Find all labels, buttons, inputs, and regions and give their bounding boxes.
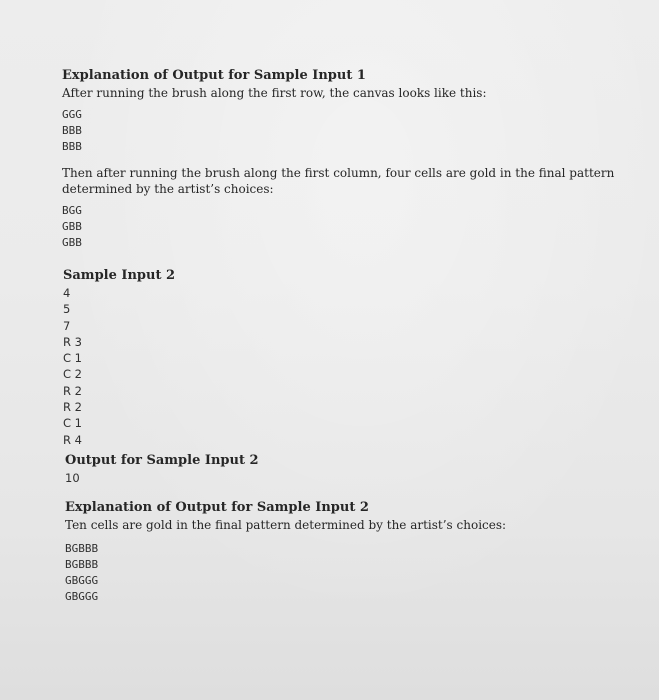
grid-row: BGBBB — [65, 542, 99, 555]
sample-input-2-section — [63, 268, 363, 448]
output-2-value: 10 — [65, 471, 80, 485]
input-line: C 1 — [63, 416, 83, 431]
input-line: 4 — [63, 286, 71, 300]
input-line: R 2 — [63, 383, 82, 398]
grid-row: GGG — [62, 108, 82, 121]
sample-input-2-lines — [63, 285, 363, 448]
explanation-1-para2-line2: determined by the artist’s choices: — [62, 182, 274, 196]
grid-row: GBGGG — [65, 590, 99, 603]
sample-input-2-title: Sample Input 2 — [63, 268, 176, 283]
input-line: R 4 — [63, 432, 82, 447]
grid-row: GBGGG — [65, 574, 99, 587]
input-line: R 2 — [63, 400, 82, 415]
explanation-1-para2-line1: Then after running the brush along the first column, four cells are gold in the final pattern — [62, 166, 615, 180]
input-line: 5 — [63, 302, 71, 317]
output-2-title: Output for Sample Input 2 — [65, 453, 259, 468]
grid-after-row — [62, 107, 622, 155]
grid-final-2 — [65, 541, 625, 605]
explanation-2-text: Ten cells are gold in the final pattern determined by the artist’s choices: — [65, 518, 507, 532]
explanation-1-title: Explanation of Output for Sample Input 1 — [62, 68, 366, 83]
explanation-1-section — [62, 68, 622, 251]
input-line: R 3 — [63, 334, 82, 349]
input-line: C 2 — [63, 367, 83, 382]
grid-row: BBB — [62, 140, 82, 153]
grid-row: GBB — [62, 220, 82, 233]
explanation-2-title: Explanation of Output for Sample Input 2 — [65, 500, 369, 515]
grid-final — [62, 203, 622, 251]
input-line: 7 — [63, 318, 71, 333]
grid-row: BBB — [62, 124, 82, 137]
grid-row: BGG — [62, 204, 82, 217]
output-2-section — [65, 453, 365, 486]
grid-row: GBB — [62, 236, 82, 249]
explanation-1-text: After running the brush along the first row, the canvas looks like this: — [62, 86, 487, 100]
grid-row: BGBBB — [65, 558, 99, 571]
explanation-2-section — [65, 500, 625, 605]
input-line: C 1 — [63, 351, 83, 366]
